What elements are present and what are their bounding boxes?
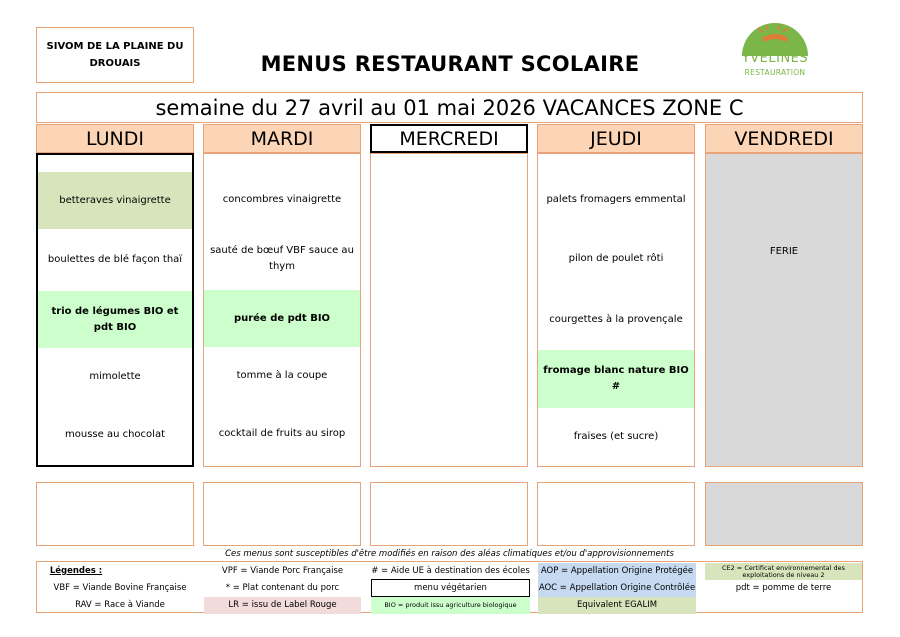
menu-column-mardi: [203, 153, 361, 467]
day-name: MARDI: [250, 127, 314, 150]
legend-vpf: VPF = Viande Porc Française: [221, 566, 344, 576]
goûter-box-jeudi: [537, 482, 695, 546]
menu-item-dessert: cocktail de fruits au sirop: [218, 428, 346, 439]
menu-item-dairy: fromage blanc nature BIO #: [538, 350, 694, 408]
legend-label-rouge: LR = issu de Label Rouge: [204, 597, 361, 614]
day-header-lundi: [36, 124, 194, 153]
menu-column-mercredi: [370, 153, 528, 467]
day-header-jeudi: [537, 124, 695, 153]
page-title: MENUS RESTAURANT SCOLAIRE: [260, 52, 640, 76]
yvelines-logo: [728, 18, 822, 82]
day-name: MERCREDI: [399, 127, 499, 150]
legend-vbf: VBF = Viande Bovine Française: [53, 583, 187, 593]
legend-aop: AOP = Appellation Origine Protégée: [538, 563, 696, 580]
week-label: semaine du 27 avril au 01 mai 2026 VACANCES ZONE C: [155, 95, 744, 120]
day-name: VENDREDI: [734, 127, 834, 150]
legend-bio: BIO = produit issu agriculture biologique: [371, 597, 530, 614]
menu-column-vendredi: [705, 153, 863, 467]
menu-item-cheese: tomme à la coupe: [236, 370, 328, 381]
day-header-vendredi: [705, 124, 863, 153]
legend-aoc: AOC = Appellation Origine Contrôlée: [538, 580, 696, 597]
legend-rav: RAV = Race à Viande: [75, 600, 165, 610]
legend-ce2: CE2 = Certificat environnemental des exploitations de niveau 2: [705, 563, 862, 580]
logo-subtext: RESTAURATION: [744, 68, 806, 77]
menu-item-main: boulettes de blé façon thaï: [47, 254, 183, 265]
legend-porc: * = Plat contenant du porc: [225, 583, 340, 593]
organization-box: [36, 27, 194, 83]
legend-title: Légendes :: [49, 566, 103, 576]
goûter-box-vendredi: [705, 482, 863, 546]
legend-pdt: pdt = pomme de terre: [735, 583, 832, 593]
goûter-box-lundi: [36, 482, 194, 546]
goûter-box-mercredi: [370, 482, 528, 546]
day-header-mercredi: [370, 124, 528, 153]
menu-column-lundi: [36, 153, 194, 467]
logo-text: YVELINES: [741, 51, 809, 66]
holiday-label: FERIE: [769, 246, 799, 257]
day-name: LUNDI: [86, 127, 144, 150]
menu-item-dessert: mousse au chocolat: [65, 429, 165, 440]
menu-item-cheese: mimolette: [89, 371, 141, 382]
menu-item-main: sauté de bœuf VBF sauce au thym: [210, 245, 354, 272]
menu-item-main: pilon de poulet rôti: [568, 253, 664, 264]
goûter-box-mardi: [203, 482, 361, 546]
menu-item-side: purée de pdt BIO: [204, 290, 360, 347]
week-banner: [36, 92, 863, 123]
menu-item-side: courgettes à la provençale: [549, 314, 683, 325]
legend-table: [36, 561, 863, 613]
organization-name: SIVOM DE LA PLAINE DU DROUAIS: [46, 41, 184, 69]
day-header-mardi: [203, 124, 361, 153]
legend-egalim: Equivalent EGALIM: [538, 597, 696, 614]
menu-item-starter: concombres vinaigrette: [222, 193, 342, 205]
menu-column-jeudi: [537, 153, 695, 467]
day-name: JEUDI: [590, 127, 642, 150]
menu-item-dessert: fraises (et sucre): [573, 431, 659, 442]
menu-item-side: trio de légumes BIO et pdt BIO: [38, 291, 192, 348]
disclaimer-text: Ces menus sont susceptibles d'être modifiés en raison des aléas climatiques et/ou d'approvisionnements: [225, 549, 674, 559]
menu-item-starter: palets fromagers emmental: [546, 193, 686, 205]
legend-aide-ue: # = Aide UE à destination des écoles: [371, 566, 530, 576]
legend-vegetarien: menu végétarien: [371, 579, 530, 597]
menu-item-starter: betteraves vinaigrette: [38, 172, 192, 229]
